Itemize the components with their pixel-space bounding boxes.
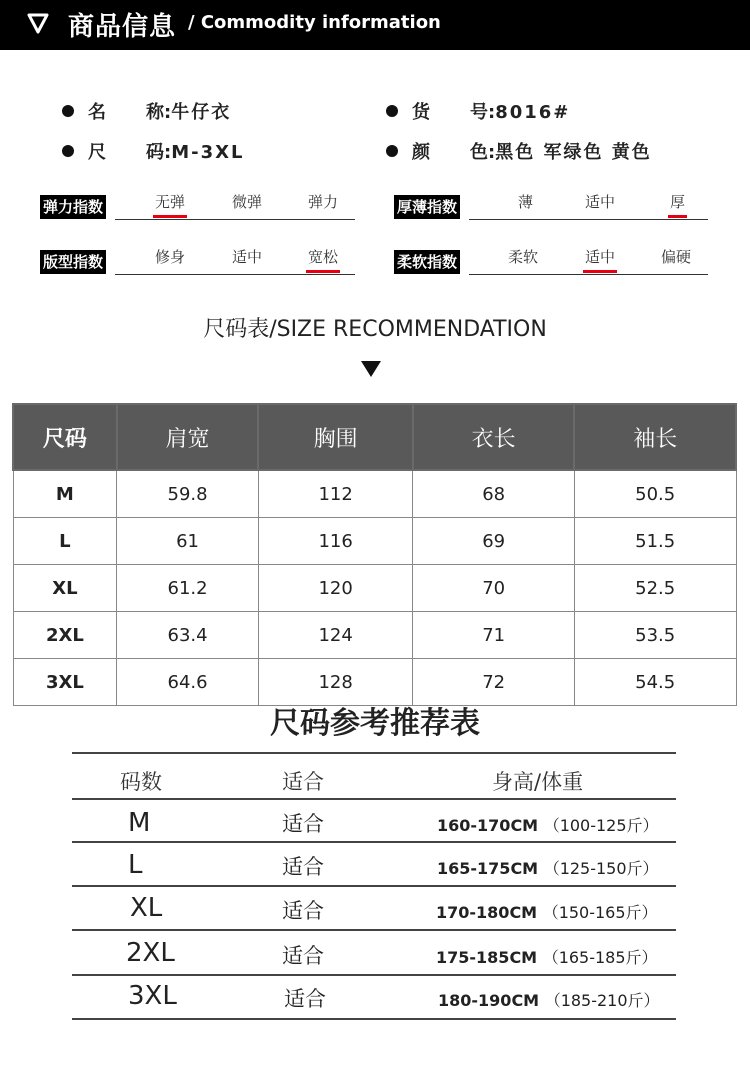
scale-rule xyxy=(115,219,355,220)
size-table xyxy=(12,403,737,706)
elasticity-scale xyxy=(40,183,355,223)
rec-size: 2XL xyxy=(126,938,175,968)
bullet-icon xyxy=(62,145,74,157)
softness-label: 柔软指数 xyxy=(394,250,460,274)
divider xyxy=(72,798,676,800)
rec-height-weight: 170-180CM （150-165斤） xyxy=(436,903,658,922)
thickness-option-thick: 厚 xyxy=(670,193,686,211)
shoulder-cell: 59.8 xyxy=(117,470,259,518)
rec-fit: 适合 xyxy=(282,812,324,836)
info-size: 尺 码:M-3XL xyxy=(62,138,244,164)
info-color: 颜 色:黑色 军绿色 黄色 xyxy=(386,138,652,164)
fit-option-slim: 修身 xyxy=(155,248,186,266)
shoulder-cell: 61 xyxy=(117,518,259,565)
chest-cell: 116 xyxy=(258,518,413,565)
thickness-scale xyxy=(394,183,708,223)
table-row xyxy=(13,565,736,612)
arrow-down-icon xyxy=(361,361,381,377)
shoulder-cell: 64.6 xyxy=(117,659,259,706)
rec-size: 3XL xyxy=(128,981,177,1011)
header-bar xyxy=(0,0,750,50)
sleeve-cell: 51.5 xyxy=(574,518,736,565)
size-table-header xyxy=(13,404,736,470)
bullet-icon xyxy=(386,105,398,117)
size-chart-title: 尺码表/SIZE RECOMMENDATION xyxy=(203,317,547,342)
thickness-label: 厚薄指数 xyxy=(394,195,460,219)
divider xyxy=(72,974,676,976)
sleeve-cell: 50.5 xyxy=(574,470,736,518)
header-chest: 胸围 xyxy=(258,404,413,470)
length-cell: 71 xyxy=(413,612,574,659)
table-row xyxy=(13,612,736,659)
triangle-down-icon xyxy=(26,11,50,35)
fit-scale xyxy=(40,238,355,278)
elasticity-option-none: 无弹 xyxy=(155,193,186,211)
length-cell: 68 xyxy=(413,470,574,518)
sleeve-cell: 52.5 xyxy=(574,565,736,612)
shoulder-cell: 63.4 xyxy=(117,612,259,659)
rec-fit: 适合 xyxy=(282,944,324,968)
sleeve-cell: 54.5 xyxy=(574,659,736,706)
fit-option-loose: 宽松 xyxy=(308,248,339,266)
length-cell: 70 xyxy=(413,565,574,612)
info-item-no: 货 号:8016# xyxy=(386,98,570,124)
divider xyxy=(72,885,676,887)
size-cell: 2XL xyxy=(13,612,117,659)
chest-cell: 128 xyxy=(258,659,413,706)
softness-option-soft: 柔软 xyxy=(508,248,539,266)
shoulder-cell: 61.2 xyxy=(117,565,259,612)
sleeve-cell: 53.5 xyxy=(574,612,736,659)
elasticity-option-elastic: 弹力 xyxy=(308,193,339,211)
rec-header-height-weight: 身高/体重 xyxy=(492,770,584,794)
divider xyxy=(72,929,676,931)
header-title-zh: 商品信息 xyxy=(68,12,177,42)
header-title-en: / Commodity information xyxy=(188,12,441,33)
length-cell: 69 xyxy=(413,518,574,565)
rec-fit: 适合 xyxy=(284,987,326,1011)
softness-scale xyxy=(394,238,708,278)
rec-size: M xyxy=(128,808,151,838)
divider xyxy=(72,752,676,754)
info-name: 名 称:牛仔衣 xyxy=(62,98,231,124)
size-cell: L xyxy=(13,518,117,565)
elasticity-option-slight: 微弹 xyxy=(232,193,263,211)
rec-header-size: 码数 xyxy=(120,770,162,794)
fit-label: 版型指数 xyxy=(40,250,106,274)
size-cell: XL xyxy=(13,565,117,612)
chest-cell: 120 xyxy=(258,565,413,612)
rec-fit: 适合 xyxy=(282,899,324,923)
softness-option-medium: 适中 xyxy=(585,248,616,266)
thickness-option-medium: 适中 xyxy=(585,193,616,211)
thickness-option-thin: 薄 xyxy=(518,193,534,211)
recommendation-title: 尺码参考推荐表 xyxy=(270,706,480,741)
divider xyxy=(72,841,676,843)
rec-height-weight: 165-175CM （125-150斤） xyxy=(437,859,659,878)
rec-height-weight: 175-185CM （165-185斤） xyxy=(436,948,658,967)
rec-size: XL xyxy=(130,893,163,923)
header-sleeve: 袖长 xyxy=(574,404,736,470)
fit-option-regular: 适中 xyxy=(232,248,263,266)
rec-height-weight: 180-190CM （185-210斤） xyxy=(438,991,660,1010)
size-cell: M xyxy=(13,470,117,518)
divider xyxy=(72,1018,676,1020)
scale-rule xyxy=(469,274,708,275)
length-cell: 72 xyxy=(413,659,574,706)
table-row xyxy=(13,518,736,565)
rec-fit: 适合 xyxy=(282,855,324,879)
chest-cell: 124 xyxy=(258,612,413,659)
header-size: 尺码 xyxy=(13,404,117,470)
bullet-icon xyxy=(386,145,398,157)
size-cell: 3XL xyxy=(13,659,117,706)
header-shoulder: 肩宽 xyxy=(117,404,259,470)
bullet-icon xyxy=(62,105,74,117)
rec-header-fit: 适合 xyxy=(282,770,324,794)
chest-cell: 112 xyxy=(258,470,413,518)
elasticity-label: 弹力指数 xyxy=(40,195,106,219)
scale-rule xyxy=(115,274,355,275)
header-length: 衣长 xyxy=(413,404,574,470)
scale-rule xyxy=(469,219,708,220)
rec-height-weight: 160-170CM （100-125斤） xyxy=(437,816,659,835)
rec-size: L xyxy=(128,850,143,880)
softness-option-hard: 偏硬 xyxy=(661,248,692,266)
table-row xyxy=(13,470,736,518)
